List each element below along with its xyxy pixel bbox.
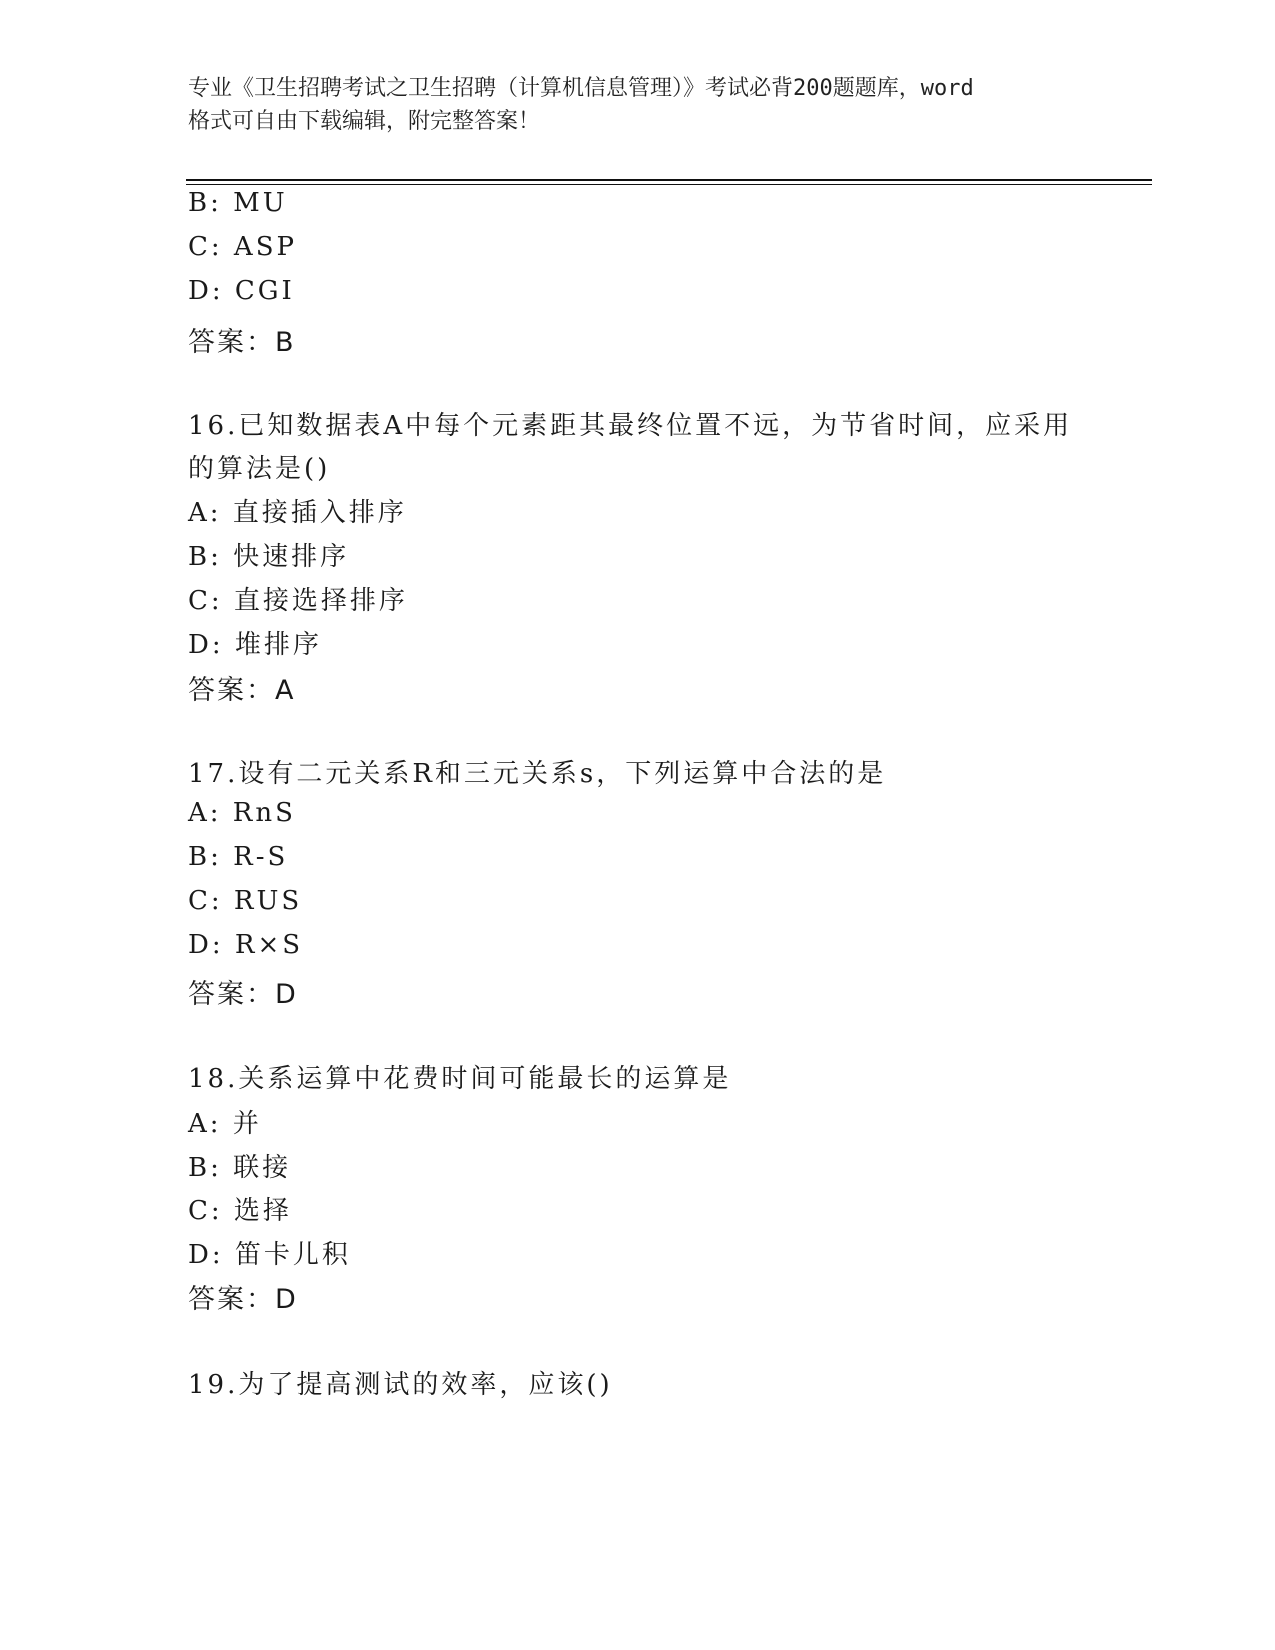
header-rule-thin <box>186 184 1152 185</box>
q18-option-a: A: 并 <box>188 1109 262 1139</box>
q16-option-c: C: 直接选择排序 <box>188 586 408 616</box>
q15-option-b: B: MU <box>188 188 288 218</box>
header-line-1: 专业《卫生招聘考试之卫生招聘（计算机信息管理）》考试必背200题题库，word <box>188 76 974 101</box>
q16-answer: 答案：A <box>188 675 296 706</box>
q16-option-a: A: 直接插入排序 <box>188 498 407 528</box>
q15-option-d: D: CGI <box>188 276 295 306</box>
q15-option-c: C: ASP <box>188 232 297 262</box>
q17-option-b: B: R-S <box>188 842 289 872</box>
header-line-2: 格式可自由下载编辑，附完整答案！ <box>188 109 541 134</box>
header-rule-thick <box>186 179 1152 181</box>
q16-option-b: B: 快速排序 <box>188 542 350 572</box>
q16-stem-line-2: 的算法是() <box>188 454 331 484</box>
q17-answer: 答案：D <box>188 979 298 1010</box>
q17-option-a: A: RnS <box>188 798 296 828</box>
q16-stem-line-1: 16.已知数据表A中每个元素距其最终位置不远，为节省时间，应采用 <box>188 411 1073 441</box>
q17-option-d: D: R×S <box>188 930 304 960</box>
q16-option-d: D: 堆排序 <box>188 630 322 660</box>
q18-option-d: D: 笛卡儿积 <box>188 1240 351 1270</box>
q18-option-c: C: 选择 <box>188 1196 292 1226</box>
q15-answer: 答案：B <box>188 327 296 358</box>
q17-stem: 17.设有二元关系R和三元关系s，下列运算中合法的是 <box>188 759 887 789</box>
q18-stem: 18.关系运算中花费时间可能最长的运算是 <box>188 1064 732 1094</box>
q18-answer: 答案：D <box>188 1284 298 1315</box>
q17-option-c: C: RUS <box>188 886 303 916</box>
q19-stem: 19.为了提高测试的效率，应该() <box>188 1370 613 1400</box>
q18-option-b: B: 联接 <box>188 1153 292 1183</box>
document-header <box>188 72 1088 138</box>
